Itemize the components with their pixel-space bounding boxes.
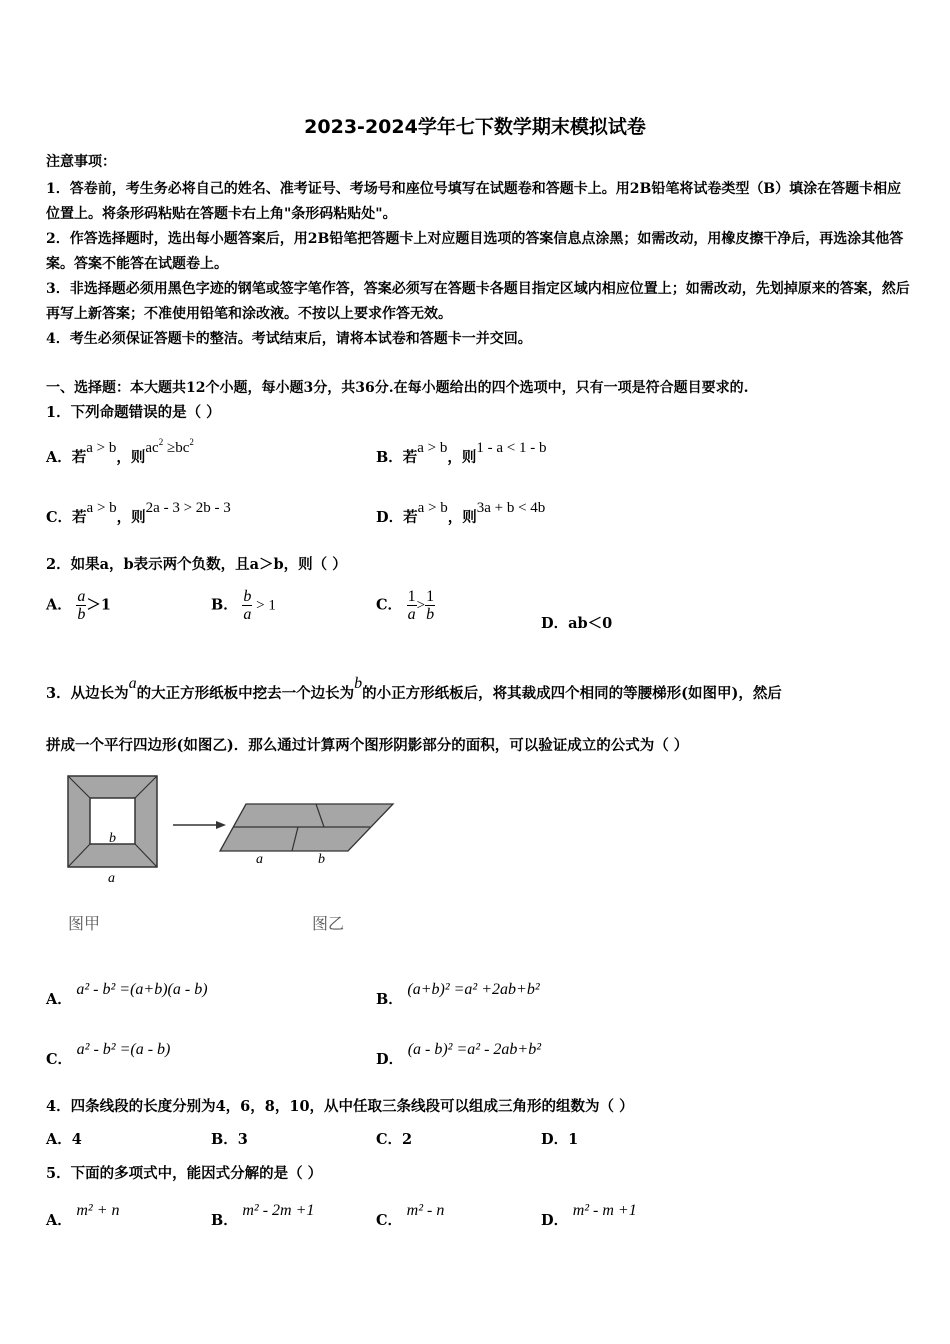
option-text: ，则: [447, 509, 477, 526]
q4-option-a[interactable]: A．4: [46, 1131, 82, 1148]
fraction: [76, 588, 86, 623]
result: $ac^2 \ge bc^2$: [145, 437, 194, 456]
notes-heading: 注意事项：: [46, 154, 116, 170]
option-label: A．: [46, 1212, 72, 1229]
figure-caption-jia: 图甲: [68, 914, 101, 933]
option-label: D．: [376, 509, 404, 526]
option-label: B．: [376, 449, 403, 466]
option-label: C．: [46, 509, 73, 526]
option-label: B．: [376, 991, 403, 1008]
condition: a > b: [417, 500, 448, 516]
denominator: a: [407, 606, 416, 623]
label-b: b: [318, 852, 325, 867]
option-text: > 1: [252, 597, 276, 614]
numerator: 1: [407, 588, 416, 605]
note-item-4: 4．考生必须保证答题卡的整洁。考试结束后，请将本试卷和答题卡一并交回。: [46, 331, 532, 347]
q1-option-d[interactable]: [376, 500, 546, 527]
q2-option-b[interactable]: [211, 588, 276, 623]
q5-option-b[interactable]: [211, 1202, 315, 1230]
option-label: B．: [211, 596, 238, 614]
option-label: D．: [541, 615, 569, 632]
result: 1 - a < 1 - b: [476, 440, 547, 456]
condition: a > b: [86, 440, 117, 456]
note-item-3: 3．非选择题必须用黑色字迹的钢笔或签字笔作答，答案必须写在答题卡各题目指定区域内相应位置上；如需改动，先划掉原来的答案，然后再写上新答案；不准使用铅笔和涂改液。不按以上要求作答无效。: [46, 281, 910, 322]
q5-option-a[interactable]: [46, 1202, 120, 1230]
result: 2a - 3 > 2b - 3: [145, 500, 231, 516]
option-label: D．: [541, 1212, 569, 1229]
stem-text: 的大正方形纸板中挖去一个边长为: [136, 685, 355, 702]
stem-text: 3．从边长为: [46, 685, 129, 702]
option-label: A．: [46, 596, 72, 614]
result-part: ac: [145, 440, 159, 456]
fraction: [407, 588, 417, 623]
denominator: b: [426, 606, 435, 623]
page-title: 2023-2024学年七下数学期末模拟试卷: [304, 116, 646, 138]
q3-stem-line1: [46, 675, 782, 703]
option-label: A．: [46, 991, 72, 1008]
q1-option-b[interactable]: [376, 440, 547, 467]
result-part: ≥bc: [163, 440, 190, 456]
fraction: [242, 588, 252, 623]
option-text: 若: [403, 509, 418, 526]
option-label: C．: [46, 1051, 73, 1068]
q4-option-d[interactable]: D．1: [541, 1131, 579, 1148]
option-text: 若: [402, 449, 418, 466]
figure-caption-yi: 图乙: [312, 914, 345, 933]
q3-option-d[interactable]: [376, 1041, 541, 1069]
q5-option-c[interactable]: [376, 1202, 445, 1230]
option-text: ，则: [116, 449, 146, 466]
figure-yi: [220, 804, 393, 867]
denominator: a: [243, 606, 252, 623]
q5-stem: 5．下面的多项式中，能因式分解的是（ ）: [46, 1165, 323, 1182]
arrow-icon: [173, 821, 226, 829]
option-label: B．: [211, 1212, 238, 1229]
option-text: 若: [72, 509, 87, 526]
condition: a > b: [86, 500, 117, 516]
q4-option-c[interactable]: C．2: [376, 1131, 413, 1148]
option-label: D．: [376, 1051, 404, 1068]
operator: >: [416, 597, 426, 614]
q1-stem: 1．下列命题错误的是（ ）: [46, 404, 221, 421]
label-a: a: [108, 871, 115, 886]
formula: m² - m +1: [572, 1202, 637, 1219]
q2-option-a[interactable]: [46, 588, 111, 623]
option-text: 若: [71, 449, 87, 466]
formula: (a+b)² =a² +2ab+b²: [407, 981, 540, 998]
condition: a > b: [417, 440, 448, 456]
option-text: ，则: [116, 509, 146, 526]
section-heading: 一、选择题：本大题共12个小题，每小题3分，共36分.在每小题给出的四个选项中，只有一项是符合题目要求的.: [46, 380, 749, 396]
formula: m² + n: [76, 1202, 120, 1219]
q3-stem-line2: 拼成一个平行四边形(如图乙)．那么通过计算两个图形阴影部分的面积，可以验证成立的公式为（ ）: [46, 737, 689, 754]
option-label: C．: [376, 596, 403, 614]
option-label: C．: [376, 1212, 403, 1229]
numerator: a: [77, 588, 86, 605]
label-b: b: [109, 831, 116, 846]
q1-option-c[interactable]: [46, 500, 231, 527]
q4-stem: 4．四条线段的长度分别为4，6，8，10，从中任取三条线段可以组成三角形的组数为（ ）: [46, 1098, 634, 1115]
numerator: b: [243, 588, 252, 605]
q2-stem: 2．如果a，b表示两个负数，且a＞b，则（ ）: [46, 556, 347, 573]
q3-option-b[interactable]: [376, 981, 540, 1009]
q2-option-d[interactable]: [541, 612, 612, 633]
q2-option-c[interactable]: [376, 588, 435, 623]
q3-figure: [60, 770, 410, 890]
formula: m² - 2m +1: [242, 1202, 315, 1219]
q3-option-a[interactable]: [46, 981, 208, 1009]
stem-text: 的小正方形纸板后，将其裁成四个相同的等腰梯形(如图甲)，然后: [362, 685, 782, 702]
label-a: a: [256, 852, 263, 867]
formula: a² - b² =(a - b): [76, 1041, 171, 1058]
figure-jia: [68, 776, 157, 886]
formula: m² - n: [406, 1202, 445, 1219]
note-item-2: 2．作答选择题时，选出每小题答案后，用2B铅笔把答题卡上对应题目选项的答案信息点涂黑；如需改动，用橡皮擦干净后，再选涂其他答案。答案不能答在试题卷上。: [46, 231, 904, 272]
q4-option-b[interactable]: B．3: [211, 1131, 248, 1148]
formula: a² - b² =(a+b)(a - b): [76, 981, 208, 998]
option-text: ＞1: [86, 596, 111, 614]
option-label: A．: [46, 449, 72, 466]
variable-a: a: [128, 675, 137, 692]
numerator: 1: [426, 588, 435, 605]
formula: (a - b)² =a² - 2ab+b²: [407, 1041, 541, 1058]
q1-option-a[interactable]: [46, 437, 194, 467]
option-text: ab＜0: [568, 615, 613, 632]
option-text: ，则: [447, 449, 477, 466]
q5-option-d[interactable]: [541, 1202, 637, 1230]
result: 3a + b < 4b: [476, 500, 546, 516]
note-item-1: 1．答卷前，考生务必将自己的姓名、准考证号、考场号和座位号填写在试题卷和答题卡上。用2B铅笔将试卷类型（B）填涂在答题卡相应位置上。将条形码粘贴在答题卡右上角"条形码粘贴处"。: [46, 181, 902, 222]
variable-b: b: [354, 675, 363, 692]
fraction: [425, 588, 435, 623]
q3-option-c[interactable]: [46, 1041, 171, 1069]
denominator: b: [77, 606, 86, 623]
